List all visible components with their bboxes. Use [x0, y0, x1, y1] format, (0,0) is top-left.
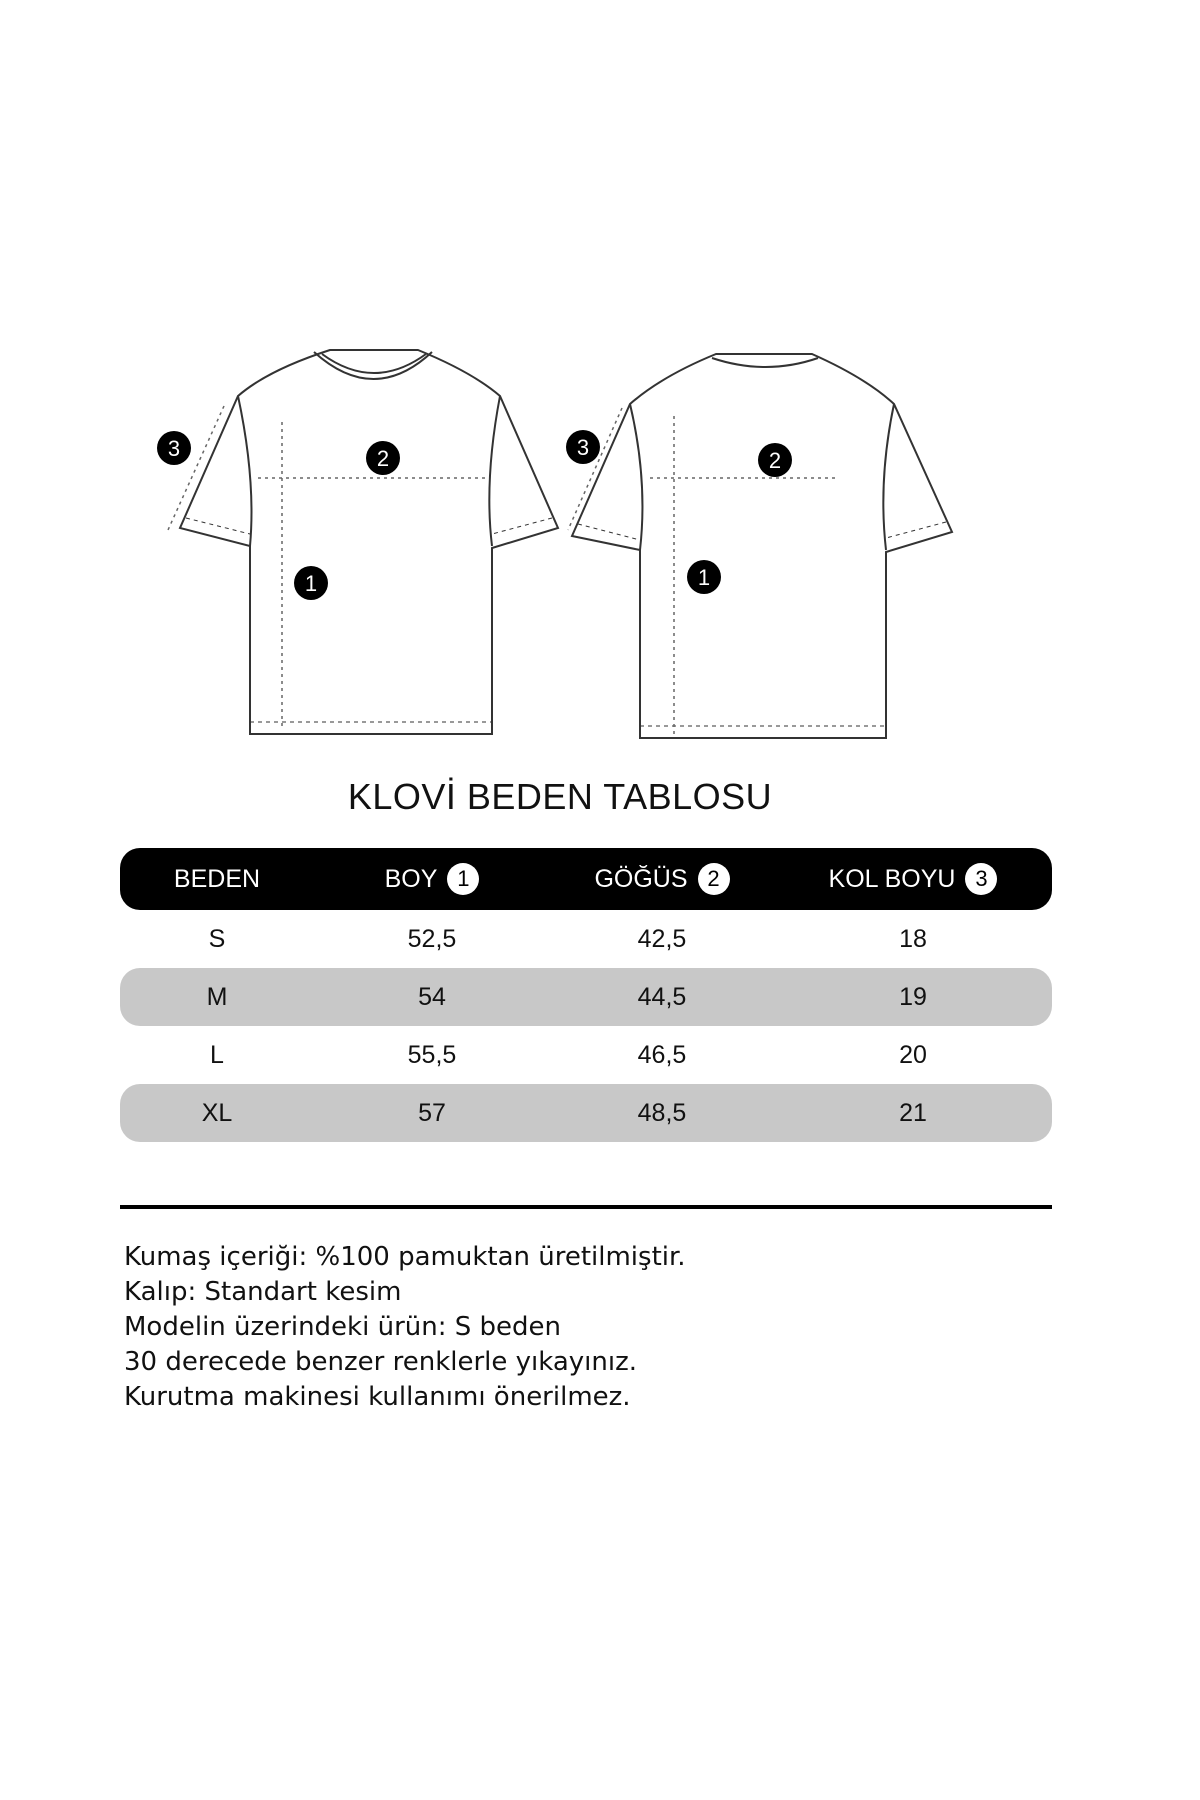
note-fit: Kalıp: Standart kesim [124, 1277, 402, 1307]
svg-text:3: 3 [576, 435, 590, 460]
svg-text:1: 1 [304, 571, 318, 596]
cell-size: M [206, 982, 228, 1011]
cell-kol-boyu: 20 [899, 1040, 927, 1069]
cell-gogus: 48,5 [637, 1098, 687, 1127]
table-row [120, 968, 1052, 1026]
table-row [120, 910, 1052, 968]
size-table [120, 848, 1052, 1142]
cell-gogus: 44,5 [637, 982, 687, 1011]
cell-boy: 57 [418, 1098, 446, 1127]
front-tshirt [168, 350, 558, 734]
front-badge-3 [157, 431, 191, 465]
cell-boy: 55,5 [407, 1040, 457, 1069]
number-badge: 2 [698, 863, 730, 895]
product-notes [124, 1240, 1024, 1415]
cell-size: XL [201, 1098, 233, 1127]
header-gogus [550, 863, 774, 895]
header-label: BEDEN [173, 864, 261, 893]
header-label: KOL BOYU [828, 864, 956, 893]
note-washing: 30 derecede benzer renklerle yıkayınız. [124, 1347, 638, 1377]
cell-gogus: 42,5 [637, 924, 687, 953]
cell-kol-boyu: 19 [899, 982, 927, 1011]
table-header [120, 848, 1052, 910]
front-badge-2 [366, 441, 400, 475]
svg-text:1: 1 [697, 565, 711, 590]
back-badge-2 [758, 443, 792, 477]
header-beden [120, 865, 314, 894]
svg-text:3: 3 [167, 436, 181, 461]
note-fabric: Kumaş içeriği: %100 pamuktan üretilmiştir. [124, 1242, 686, 1272]
header-boy [314, 863, 550, 895]
cell-size: L [210, 1040, 224, 1069]
cell-boy: 52,5 [407, 924, 457, 953]
cell-kol-boyu: 18 [899, 924, 927, 953]
number-badge: 3 [965, 863, 997, 895]
number-badge: 1 [447, 863, 479, 895]
table-row [120, 1084, 1052, 1142]
back-badge-1 [687, 560, 721, 594]
back-tshirt [568, 354, 952, 738]
header-label: BOY [384, 864, 438, 893]
divider [120, 1205, 1052, 1209]
cell-gogus: 46,5 [637, 1040, 687, 1069]
note-model-size: Modelin üzerindeki ürün: S beden [124, 1312, 561, 1342]
front-badge-1 [294, 566, 328, 600]
back-badge-3 [566, 430, 600, 464]
header-label: GÖĞÜS [594, 864, 688, 893]
cell-boy: 54 [418, 982, 446, 1011]
table-row [120, 1026, 1052, 1084]
header-kol-boyu [774, 863, 1052, 895]
tshirt-illustration [0, 330, 1200, 750]
page-title: KLOVİ BEDEN TABLOSU [347, 776, 773, 817]
svg-text:2: 2 [768, 448, 782, 473]
cell-kol-boyu: 21 [899, 1098, 927, 1127]
svg-text:2: 2 [376, 446, 390, 471]
cell-size: S [208, 924, 226, 953]
note-drying: Kurutma makinesi kullanımı önerilmez. [124, 1382, 631, 1412]
